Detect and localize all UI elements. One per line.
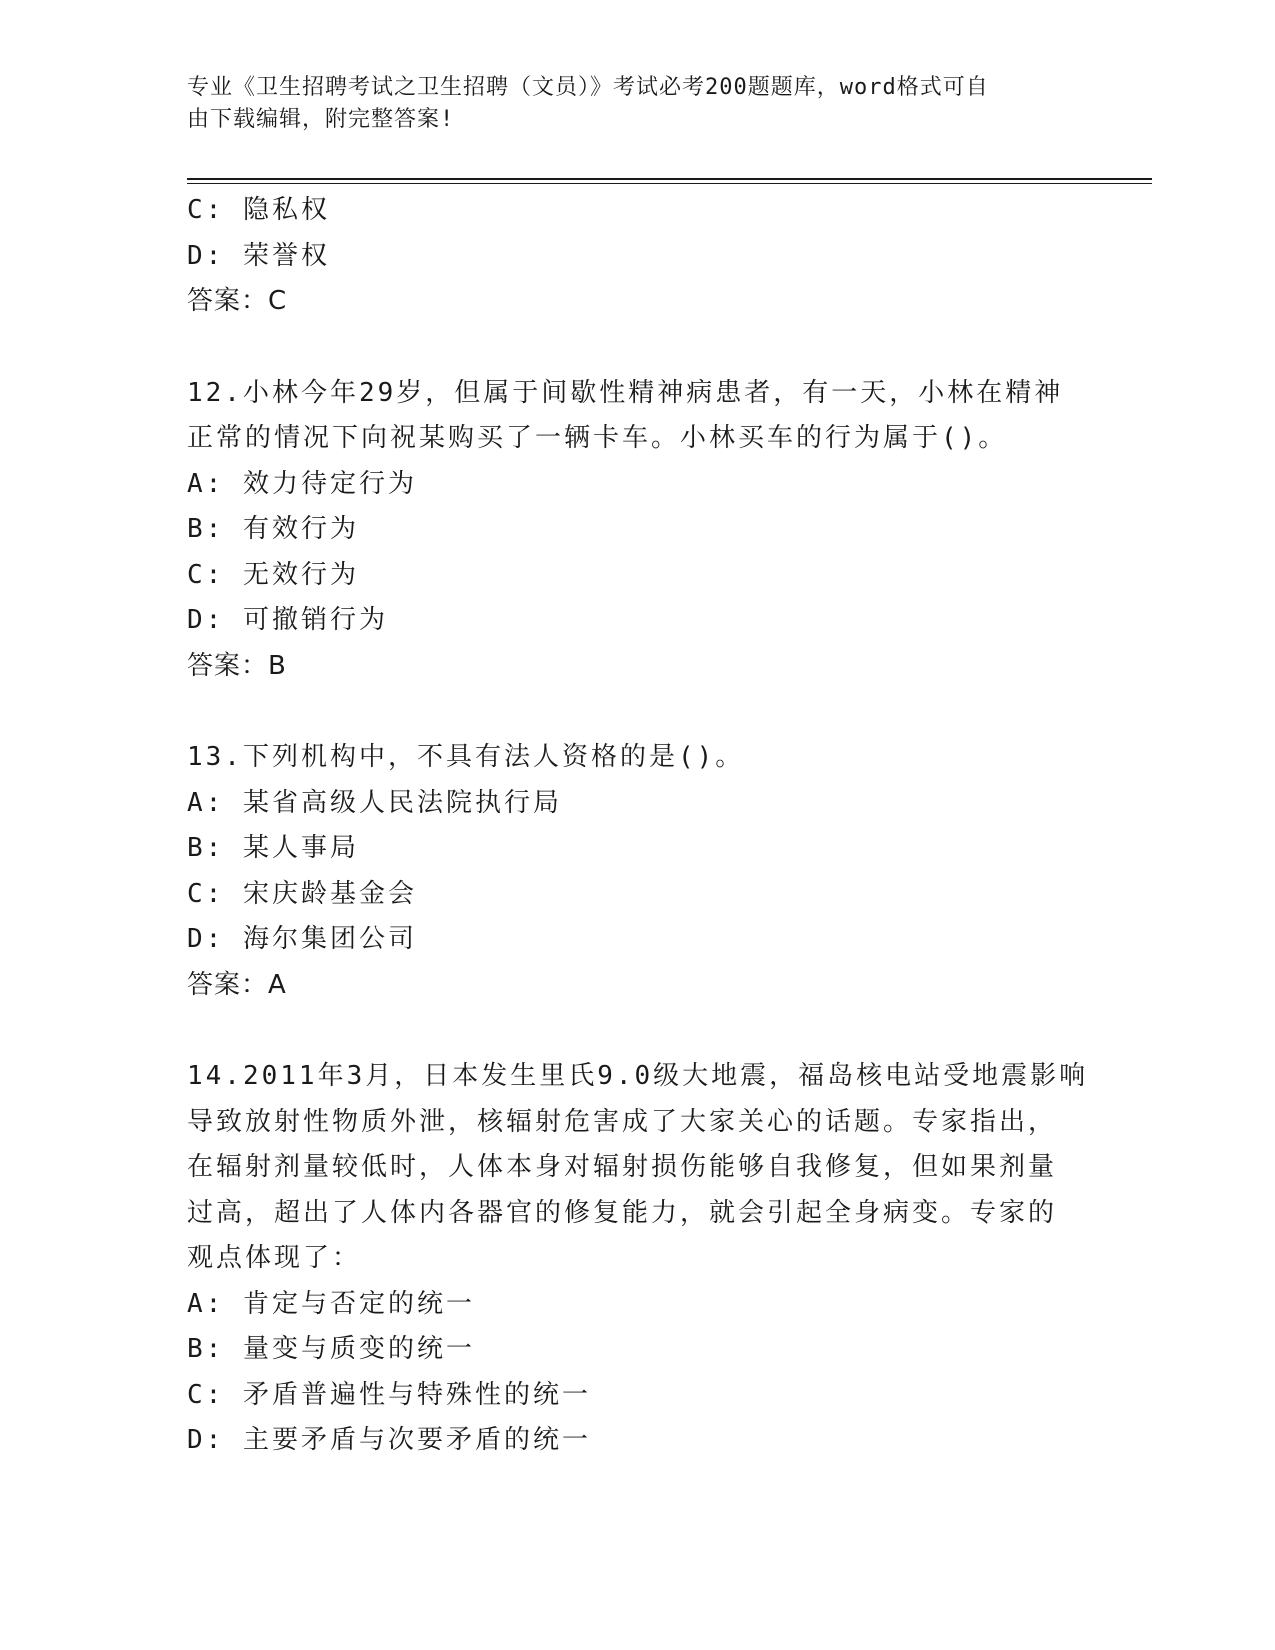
option-a: A: 效力待定行为 <box>187 468 417 499</box>
document-header <box>187 72 1067 136</box>
prev-question-block <box>187 188 1087 325</box>
header-divider-thin <box>187 183 1152 184</box>
option-b: B: 某人事局 <box>187 833 359 863</box>
question-stem-line: 在辐射剂量较低时，人体本身对辐射损伤能够自我修复，但如果剂量 <box>187 1152 1058 1182</box>
answer-line: 答案：C <box>187 286 288 316</box>
question-stem-line: 导致放射性物质外泄，核辐射危害成了大家关心的话题。专家指出， <box>187 1106 1058 1137</box>
option-b: B: 有效行为 <box>187 514 359 544</box>
question-stem-line: 观点体现了： <box>187 1243 362 1273</box>
question-stem-line: 14.2011年3月，日本发生里氏9.0级大地震，福岛核电站受地震影响 <box>187 1061 1089 1091</box>
option-a: A: 某省高级人民法院执行局 <box>187 787 562 818</box>
option-c: C: 隐私权 <box>187 195 330 225</box>
option-c: C: 宋庆龄基金会 <box>187 878 417 909</box>
option-d: D: 主要矛盾与次要矛盾的统一 <box>187 1425 591 1455</box>
question-14 <box>187 1054 1087 1464</box>
answer-line: 答案：A <box>187 969 287 1000</box>
option-c: C: 无效行为 <box>187 559 359 590</box>
header-divider-thick <box>187 178 1152 180</box>
question-stem-line: 过高，超出了人体内各器官的修复能力，就会引起全身病变。专家的 <box>187 1197 1058 1228</box>
answer-line: 答案：B <box>187 650 287 681</box>
option-a: A: 肯定与否定的统一 <box>187 1288 475 1319</box>
option-c: C: 矛盾普遍性与特殊性的统一 <box>187 1379 591 1410</box>
question-12 <box>187 371 1087 690</box>
option-d: D: 荣誉权 <box>187 240 330 271</box>
option-d: D: 可撤销行为 <box>187 605 388 635</box>
question-stem-line: 正常的情况下向祝某购买了一辆卡车。小林买车的行为属于()。 <box>187 423 1008 453</box>
header-line-2: 由下载编辑，附完整答案! <box>187 107 455 132</box>
question-13 <box>187 735 1087 1008</box>
question-content <box>187 188 1087 1464</box>
option-b: B: 量变与质变的统一 <box>187 1334 475 1364</box>
option-d: D: 海尔集团公司 <box>187 924 417 954</box>
header-line-1: 专业《卫生招聘考试之卫生招聘（文员）》考试必考200题题库，word格式可自 <box>187 75 989 100</box>
question-stem-line: 12.小林今年29岁，但属于间歇性精神病患者，有一天，小林在精神 <box>187 377 1064 408</box>
question-stem-line: 13.下列机构中，不具有法人资格的是()。 <box>187 742 745 772</box>
